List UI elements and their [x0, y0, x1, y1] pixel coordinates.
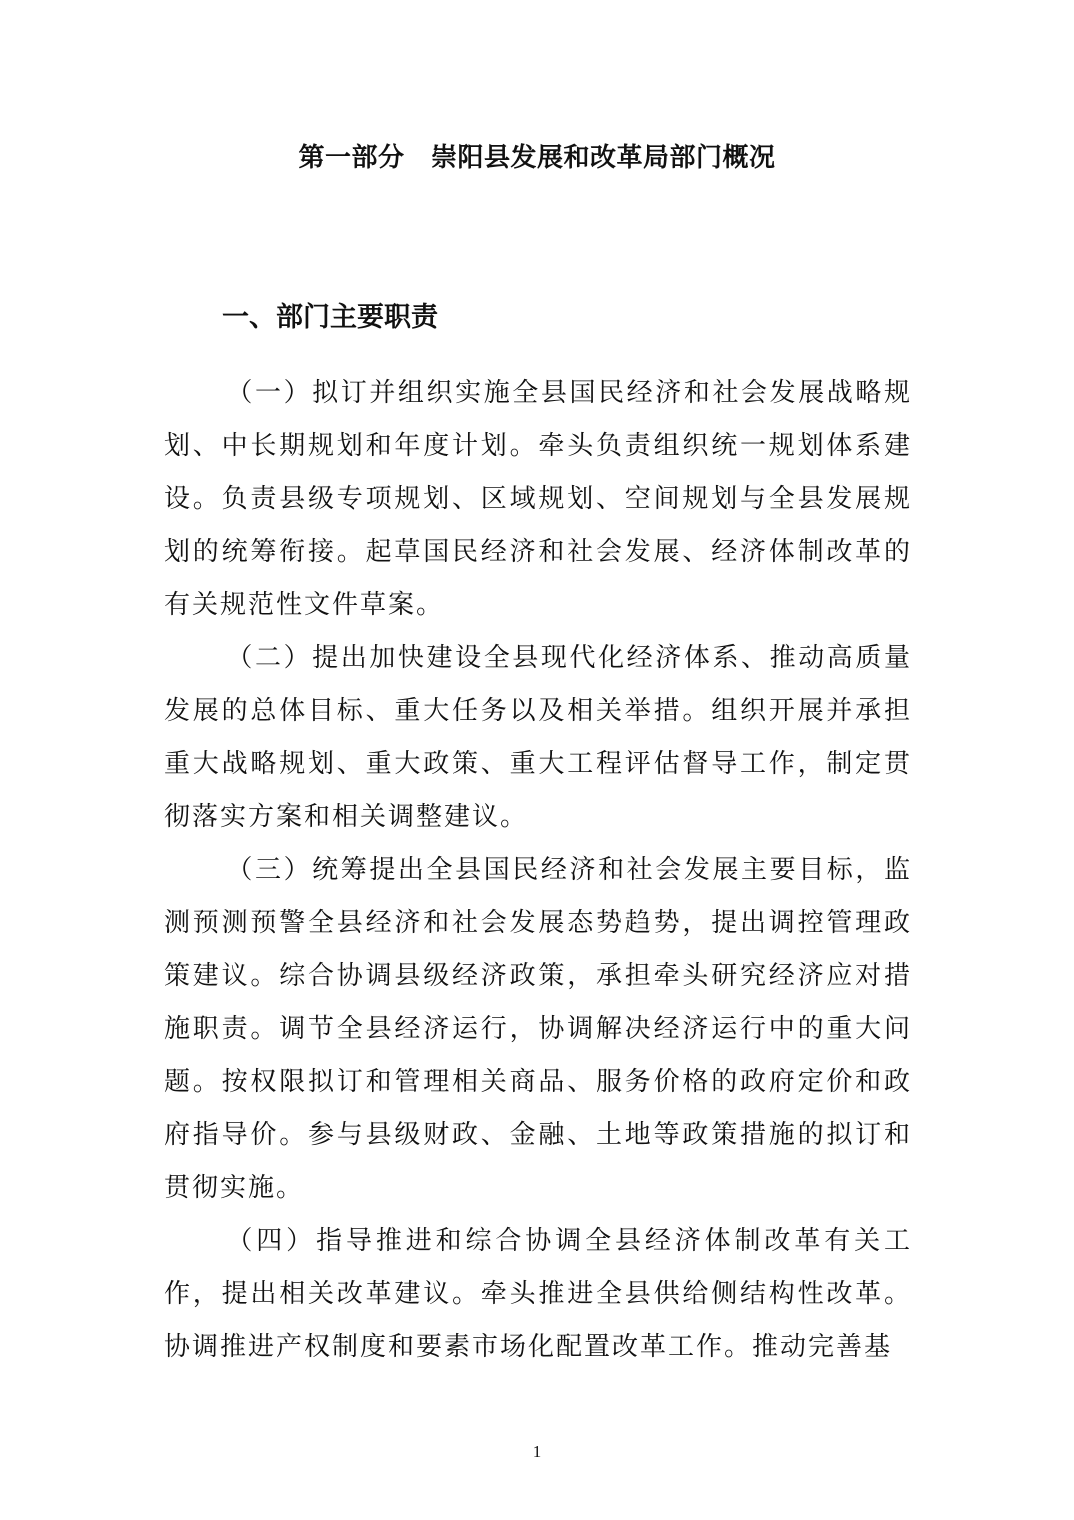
paragraph-1: （一）拟订并组织实施全县国民经济和社会发展战略规划、中长期规划和年度计划。牵头负责组织统一规划体系建设。负责县级专项规划、区域规划、空间规划与全县发展规划的统筹衔接。起草国民经济和社会发展、经济体制改革的有关规范性文件草案。	[164, 378, 912, 620]
page-title: 第一部分 崇阳县发展和改革局部门概况	[298, 143, 776, 173]
paragraph-4: （四）指导推进和综合协调全县经济体制改革有关工作，提出相关改革建议。牵头推进全县供给侧结构性改革。协调推进产权制度和要素市场化配置改革工作。推动完善基	[164, 1226, 912, 1362]
body-text	[164, 367, 912, 1374]
paragraph-3: （三）统筹提出全县国民经济和社会发展主要目标，监测预测预警全县经济和社会发展态势趋势，提出调控管理政策建议。综合协调县级经济政策，承担牵头研究经济应对措施职责。调节全县经济运行，协调解决经济运行中的重大问题。按权限拟订和管理相关商品、服务价格的政府定价和政府指导价。参与县级财政、金融、土地等政策措施的拟订和贯彻实施。	[164, 855, 912, 1203]
paragraph-2: （二）提出加快建设全县现代化经济体系、推动高质量发展的总体目标、重大任务以及相关举措。组织开展并承担重大战略规划、重大政策、重大工程评估督导工作，制定贯彻落实方案和相关调整建议。	[164, 643, 912, 832]
page-number: 1	[532, 1442, 542, 1461]
section-heading: 一、部门主要职责	[222, 302, 438, 333]
